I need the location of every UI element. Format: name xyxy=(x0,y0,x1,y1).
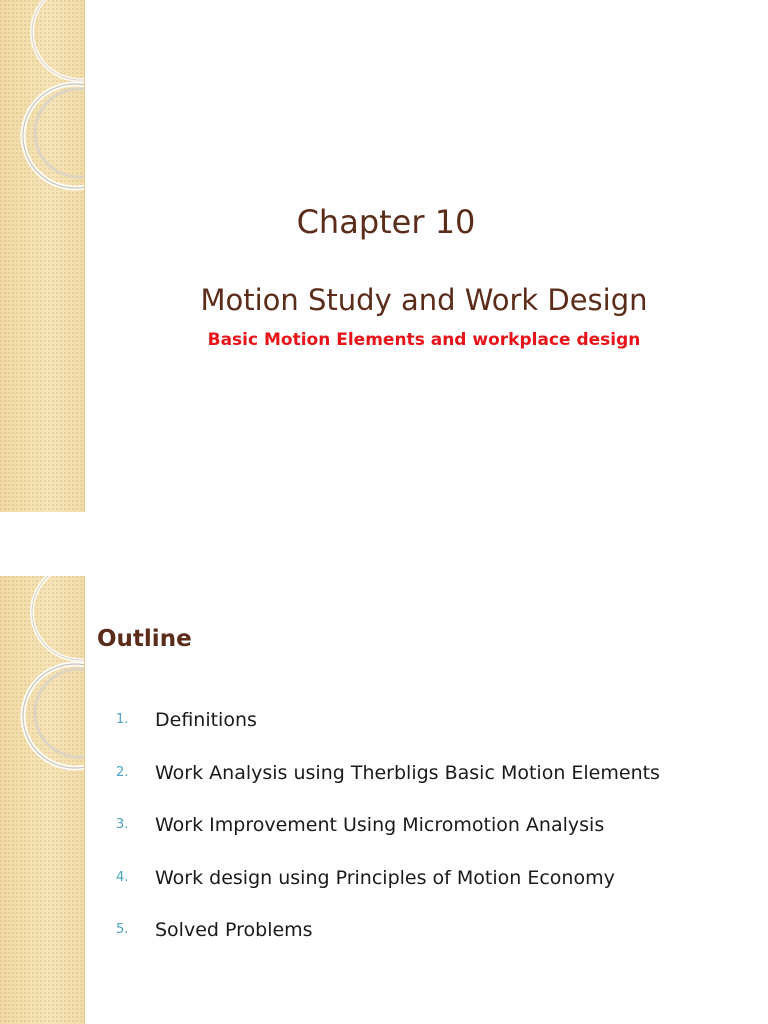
list-number: 5. xyxy=(116,922,129,937)
decorative-band xyxy=(0,0,84,512)
list-number: 4. xyxy=(116,869,129,885)
list-number: 3. xyxy=(116,817,129,832)
slide-gap xyxy=(0,512,768,576)
list-text: Definitions xyxy=(155,709,257,731)
chapter-title: Chapter 10 xyxy=(296,203,476,241)
rings-decoration-icon xyxy=(0,0,84,512)
band-divider xyxy=(84,576,85,1024)
slide-subtitle: Basic Motion Elements and workplace design xyxy=(207,330,641,350)
list-text: Solved Problems xyxy=(155,919,313,941)
band-divider xyxy=(84,0,85,512)
list-number: 1. xyxy=(116,712,129,727)
list-text: Work Analysis using Therbligs Basic Motion Elements xyxy=(155,761,660,784)
list-number: 2. xyxy=(116,764,129,780)
list-text: Work design using Principles of Motion Economy xyxy=(155,866,615,889)
slide-outline xyxy=(0,576,768,1024)
rings-decoration-icon xyxy=(0,576,84,1024)
outline-heading: Outline xyxy=(97,626,192,652)
list-text: Work Improvement Using Micromotion Analysis xyxy=(155,814,605,836)
slide-title-text: Motion Study and Work Design xyxy=(200,283,648,317)
decorative-band xyxy=(0,576,84,1024)
